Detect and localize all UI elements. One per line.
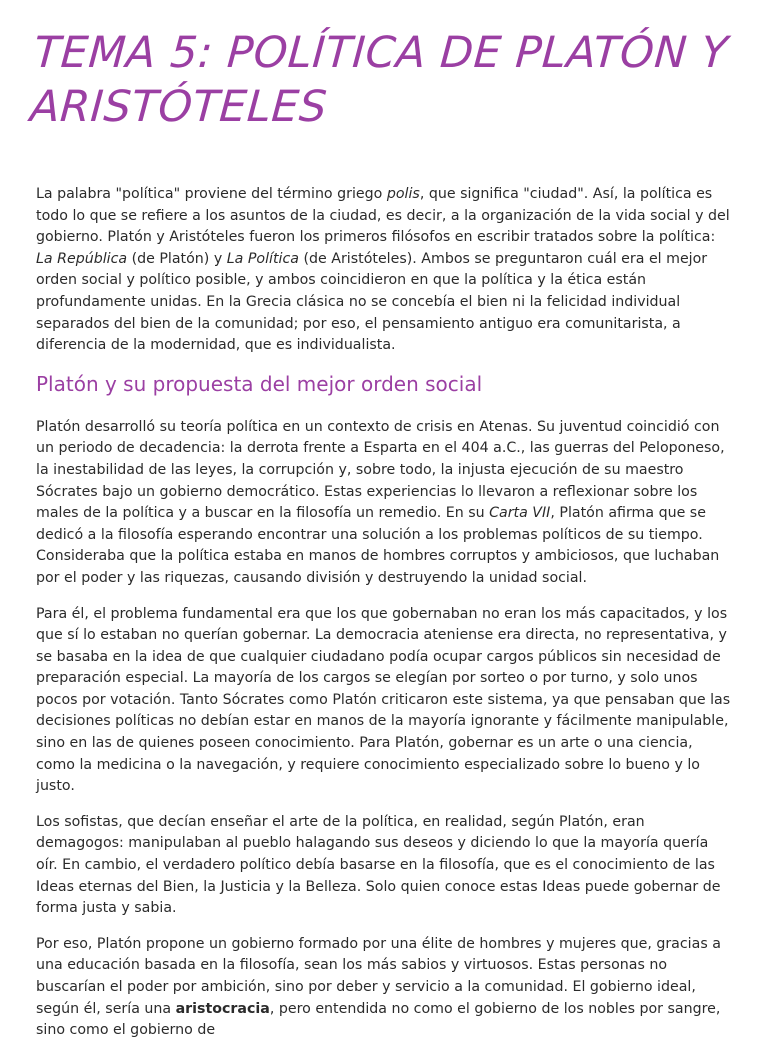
page-title: TEMA 5: POLÍTICA DE PLATÓN Y ARISTÓTELES [28,28,730,132]
section-heading: Platón y su propuesta del mejor orden social [36,371,483,396]
paragraph-2: Para él, el problema fundamental era que los que gobernaban no eran los más capacitados, y los que sí lo estaban no querían gobernar. La democracia ateniense era directa, no representativa, y se basaba en la idea de que cualquier ciudadano podía ocupar cargos públicos sin necesidad de preparación especial. La mayoría de los cargos se elegían por sorteo o por turno, y solo unos pocos por votación. Tanto Sócrates como Platón criticaron este sistema, ya que pensaban que las decisiones políticas no debían estar en manos de la mayoría ignorante y fácilmente manipulable, sino en las de quienes poseen conocimiento. Para Platón, gobernar es un arte o una ciencia, como la medicina o la navegación, y requiere conocimiento especializado sobre lo bueno y lo justo. [36,605,731,795]
intro-text-2: , que significa "ciudad". Así, la política es todo lo que se refiere a los asuntos de la ciudad, es decir, a la organización de la vida social y del gobierno. Platón y Aristóteles fueron los primeros filósofos en escribir tratados sobre la política: [36,186,730,246]
paragraph-1-text-2: , Platón afirma que se dedicó a la filosofía esperando encontrar una solución a los problemas políticos de su tiempo. Consideraba que la política estaba en manos de hombres corruptos y ambiciosos, que luchaban por el poder y las riquezas, causando división y destruyendo la unidad social. [36,505,720,586]
intro-text-1: La palabra "política" proviene del término griego [36,186,387,202]
paragraph-4-text-1: Por eso, Platón propone un gobierno formado por una élite de hombres y mujeres que, gracias a una educación basada en la filosofía, sean los más sabios y virtuosos. Estas personas no buscarían el poder por ambición, sino por deber y servicio a la comunidad. El gobierno ideal, según él, sería una [36,935,721,1017]
intro-emphasis-politica: La Política [226,250,299,267]
intro-paragraph [36,184,732,357]
intro-emphasis-republica: La República [36,250,128,267]
paragraph-3: Los sofistas, que decían enseñar el arte de la política, en realidad, según Platón, eran demagogos: manipulaban al pueblo halagando sus deseos y diciendo lo que la mayoría quería oír. En cambio, el verdadero político debía basarse en la filosofía, que es el conocimiento de las Ideas eternas del Bien, la Justicia y la Belleza. Solo quien conoce estas Ideas puede gobernar de forma justa y sabia. [36,813,721,917]
paragraph-1-text-1: Platón desarrolló su teoría política en un contexto de crisis en Atenas. Su juventud coincidió con un periodo de decadencia: la derrota frente a Esparta en el 404 a.C., las guerras del Peloponeso, la inestabilidad de las leyes, la corrupción y, sobre todo, la injusta ejecución de su maestro Sócrates bajo un gobierno democrático. Estas experiencias lo llevaron a reflexionar sobre los males de la política y a buscar en la filosofía un remedio. En su [36,418,725,522]
intro-text-3: (de Platón) y [127,250,227,267]
paragraph-1-emphasis-carta: Carta VII [489,505,551,522]
paragraph-4 [36,934,732,1042]
intro-text-4: (de Aristóteles). Ambos se preguntaron cuál era el mejor orden social y político posible, y ambos coincidieron en que la política y la ética están profundamente unidas. En la Grecia clásica no se concebía el bien ni la felicidad individual separados del bien de la comunidad; por eso, el pensamiento antiguo era comunitarista, a diferencia de la modernidad, que es individualista. [36,250,708,354]
document-body [36,184,732,1042]
paragraph-1 [36,417,732,590]
paragraph-4-text-2: , pero entendida no como el gobierno de los nobles por sangre, sino como el gobierno de [36,1000,721,1039]
paragraph-4-bold-aristocracia: aristocracia [175,1000,270,1017]
intro-emphasis-polis: polis [386,186,420,202]
